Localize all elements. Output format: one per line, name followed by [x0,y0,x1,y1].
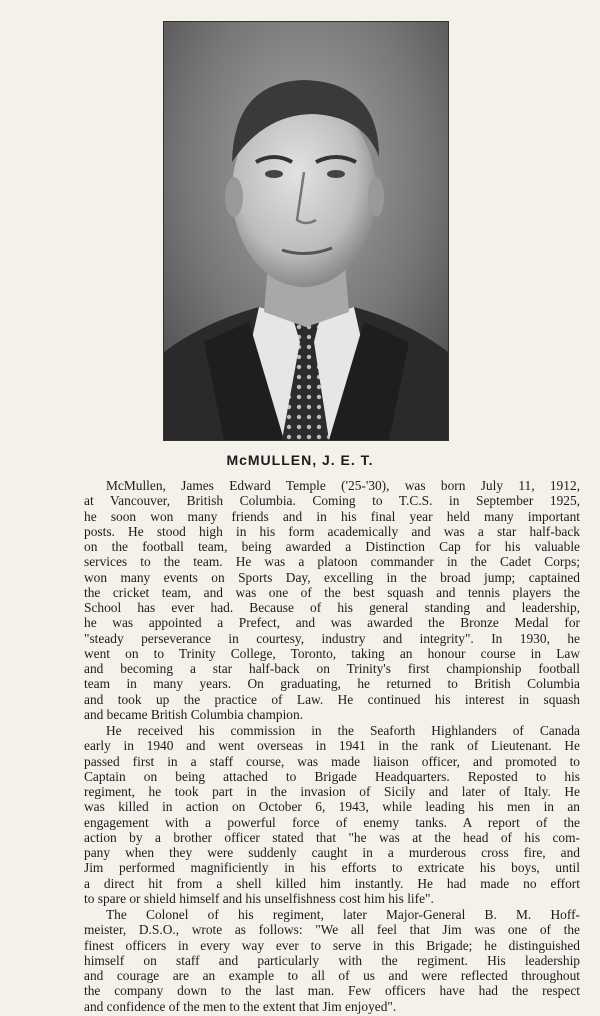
text-line: regiment, he took part in the invasion of Sicily and later of Italy. He [84,784,580,799]
text-line: passed first in a staff course, was made liaison officer, and promoted to [84,753,580,769]
text-line: and becoming a star half-back on Trinity's first championship football [84,661,580,676]
text-line: posts. He stood high in his form academically and was a star half-back [84,523,580,539]
photo-caption: McMULLEN, J. E. T. [226,452,374,468]
text-line: was killed in action on October 6, 1943, while leading his men in an [84,799,580,815]
text-line: and became British Columbia champion. [84,706,304,722]
text-line: action by a brother officer stated that "he was at the head of his com- [84,829,580,845]
text-line: himself on staff and particularly with the regiment. His leadership [84,952,580,968]
text-line: Captain on being attached to Brigade Headquarters. Reposted to his [84,768,580,784]
text-line: team in many years. On graduating, he returned to British Columbia [84,676,580,692]
text-line: School has ever had. Because of his general standing and leadership, [84,600,580,615]
text-line: he soon won many friends and in his final year held many important [84,508,580,524]
text-line: the company down to the last man. Few officers have had the respect [84,983,580,999]
text-line: McMullen, James Edward Temple ('25-'30), was born July 11, 1912, [106,478,580,493]
text-line: meister, D.S.O., wrote as follows: "We all feel that Jim was one of the [84,922,580,938]
biography-paragraph [84,723,580,906]
text-line: won many events on Sports Day, excelling in the broad jump; captained [84,569,580,585]
text-line: a direct hit from a shell killed him instantly. He had made no effort [84,875,580,891]
text-line: The Colonel of his regiment, later Major-General B. M. Hoff- [106,907,580,922]
text-line: to spare or shield himself and his unselfishness cost him his life". [84,890,434,906]
text-line: and courage are an example to all of us and were reflected throughout [84,968,580,983]
text-line: finest officers in every way ever to serve in this Brigade; he distinguished [84,937,580,953]
text-line: He received his commission in the Seaforth Highlanders of Canada [106,723,580,738]
text-line: on the football team, being awarded a Distinction Cap for his valuable [84,539,580,554]
text-line: went on to Trinity College, Toronto, taking an honour course in Law [84,645,580,661]
text-line: the cricket team, and was one of the best squash and tennis players the [84,584,580,600]
text-line: pany when they were suddenly caught in a murderous cross fire, and [84,845,580,860]
text-line: engagement with a powerful force of enemy tanks. A report of the [84,814,580,830]
biography-text [84,478,580,1015]
text-line: he was appointed a Prefect, and was awarded the Bronze Medal for [84,615,580,631]
text-line: and took up the practice of Law. He continued his interest in squash [84,691,580,707]
text-line: early in 1940 and went overseas in 1941 in the rank of Lieutenant. He [84,738,580,754]
portrait-photo [163,21,449,441]
biography-paragraph [84,907,580,1014]
text-line: at Vancouver, British Columbia. Coming to T.C.S. in September 1925, [84,493,580,509]
text-line: and confidence of the men to the extent that Jim enjoyed". [84,998,397,1014]
text-line: services to the team. He was a platoon commander in the Cadet Corps; [84,554,580,570]
text-line: "steady perseverance in courtesy, industry and integrity". In 1930, he [84,630,580,646]
text-line: Jim performed magnificiently in his efforts to extricate his boys, until [84,860,580,876]
biography-paragraph [84,478,580,722]
